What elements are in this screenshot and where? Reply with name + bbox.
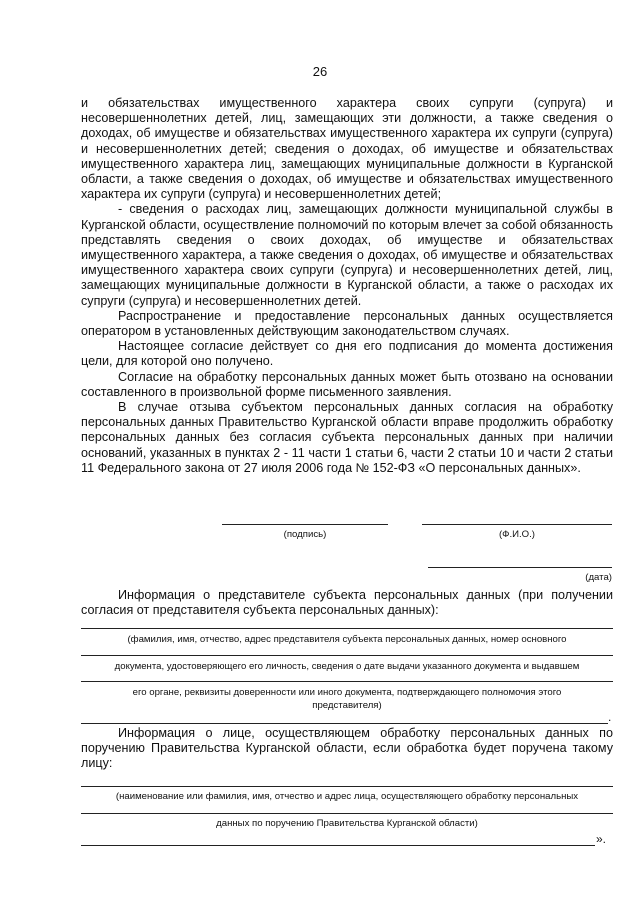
representative-caption-2: документа, удостоверяющего его личность, сведения о дате выдачи указанного документа и выдавшем xyxy=(114,661,580,672)
date-line[interactable] xyxy=(428,567,612,568)
representative-line-1[interactable] xyxy=(81,628,613,629)
representative-line-4[interactable] xyxy=(81,723,608,724)
consent-body xyxy=(81,96,613,476)
date-caption: (дата) xyxy=(585,572,612,583)
representative-line-3[interactable] xyxy=(81,681,613,682)
fio-caption: (Ф.И.О.) xyxy=(498,529,536,540)
processor-caption-1: (наименование или фамилия, имя, отчество и адрес лица, осуществляющего обработку персональных xyxy=(115,791,579,802)
processor-caption-2: данных по поручению Правительства Курганской области) xyxy=(216,818,478,829)
page-number: 26 xyxy=(312,64,328,79)
fio-line[interactable] xyxy=(422,524,612,525)
representative-caption-3: его органе, реквизиты доверенности или иного документа, подтверждающего полномочия этого xyxy=(132,687,562,698)
paragraph-distribution: Распространение и предоставление персональных данных осуществляется оператором в установленных действующим законодательством случаях. xyxy=(81,308,613,339)
signature-caption: (подпись) xyxy=(283,529,327,540)
paragraph-obligations: и обязательствах имущественного характера своих супруги (супруга) и несовершеннолетних детей, лиц, замещающих эти должности, а также сведения о доходах, об имуществе и обязательствах имущественного характера их супруги (супруга) и несовершеннолетних детей; сведения о доходах, об имуществе и обязательствах имущественного характера лиц, замещающих муниципальные должности в Курганской области, а также сведения о доходах, об имуществе и обязательствах имущественного характера их супруги (супруга) и несовершеннолетних детей; xyxy=(81,96,613,202)
processor-line-1[interactable] xyxy=(81,786,613,787)
processor-section xyxy=(81,726,613,772)
signature-line[interactable] xyxy=(222,524,388,525)
representative-end-mark: . xyxy=(608,710,612,724)
processor-heading: Информация о лице, осуществляющем обработку персональных данных по поручению Правительства Курганской области, если обработка будет поручена такому лицу: xyxy=(81,726,613,771)
paragraph-revocation-case: В случае отзыва субъектом персональных данных согласия на обработку персональных данных Правительство Курганской области вправе продолжить обработку персональных данных без согласия субъекта персональных данных при наличии оснований, указанных в пунктах 2 - 11 части 1 статьи 6, части 2 статьи 10 и части 2 статьи 11 Федерального закона от 27 июля 2006 года № 152-ФЗ «О персональных данных». xyxy=(81,400,613,475)
representative-caption-1: (фамилия, имя, отчество, адрес представителя субъекта персональных данных, номер основного xyxy=(127,634,567,645)
paragraph-expenses: - сведения о расходах лиц, замещающих должности муниципальной службы в Курганской области, осуществление полномочий по которым влечет за собой обязанность представлять сведения о своих доходах, об имуществе и обязательствах имущественного характера, а также сведения о доходах, об имуществе и обязательствах имущественного характера своих супруги (супруга) и несовершеннолетних детей, лиц, замещающих муниципальные должности в Курганской области, а также о расходах их супруги (супруга) и несовершеннолетних детей. xyxy=(81,202,613,308)
processor-line-3[interactable] xyxy=(81,845,595,846)
representative-line-2[interactable] xyxy=(81,655,613,656)
representative-heading: Информация о представителе субъекта персональных данных (при получении согласия от представителя субъекта персональных данных): xyxy=(81,588,613,618)
processor-line-2[interactable] xyxy=(81,813,613,814)
paragraph-revocation: Согласие на обработку персональных данных может быть отозвано на основании составленного в произвольной форме письменного заявления. xyxy=(81,369,613,399)
representative-caption-4: представителя) xyxy=(312,700,382,711)
paragraph-validity: Настоящее согласие действует со дня его подписания до момента достижения цели, для которой оно получено. xyxy=(81,339,613,369)
processor-end-mark: ». xyxy=(596,832,607,846)
representative-section xyxy=(81,588,613,618)
